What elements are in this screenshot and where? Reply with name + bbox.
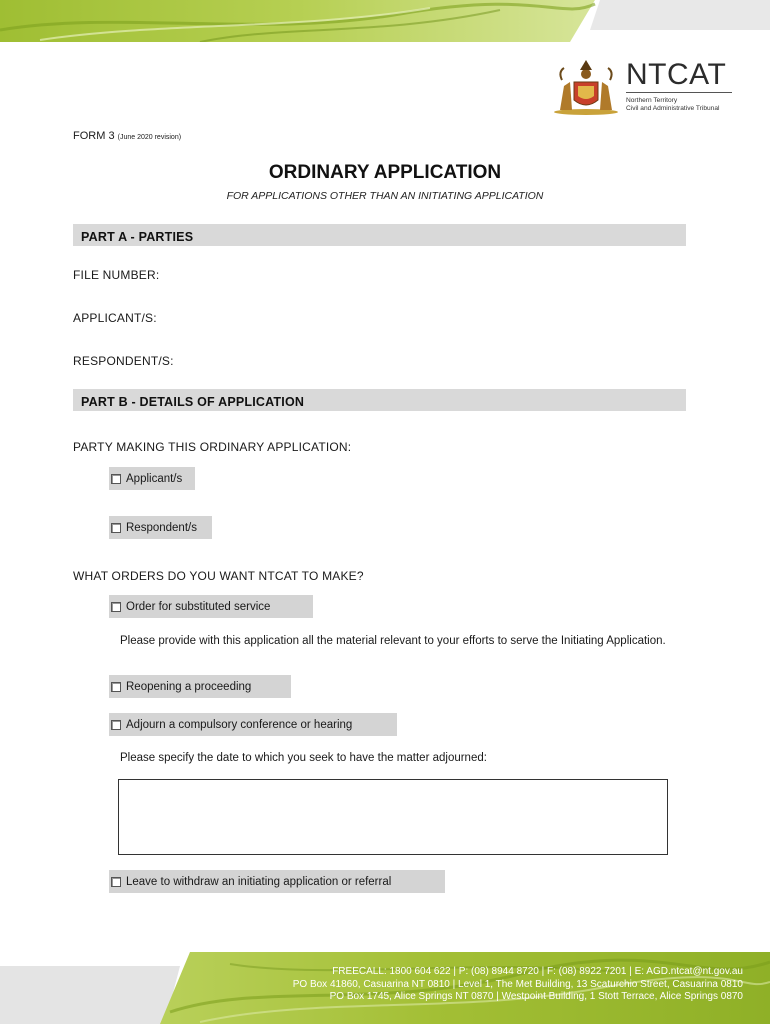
logo-subtitle (626, 97, 719, 113)
part-b-heading-bar (73, 389, 686, 411)
checkbox-substituted-service[interactable] (111, 602, 121, 612)
form-revision: (June 2020 revision) (117, 134, 182, 141)
top-banner-graphic (0, 0, 770, 42)
checkbox-applicants[interactable] (111, 474, 121, 484)
adjourn-date-textbox[interactable] (118, 779, 668, 855)
form-number (73, 130, 181, 142)
checkbox-withdraw[interactable] (111, 877, 121, 887)
footer-line-casuarina: PO Box 41860, Casuarina NT 0810 | Level 1, The Met Building, 13 Scaturchio Street, Casuarina 0810 (292, 978, 743, 990)
option-applicants[interactable] (109, 467, 195, 490)
logo-wordmark: NTCAT (626, 58, 727, 91)
checkbox-adjourn[interactable] (111, 720, 121, 730)
logo-divider (626, 92, 732, 93)
option-withdraw-label: Leave to withdraw an initiating application or referral (126, 875, 392, 888)
part-a-heading-bar (73, 224, 686, 246)
option-respondents[interactable] (109, 516, 212, 539)
option-adjourn[interactable] (109, 713, 397, 736)
adjourn-note: Please specify the date to which you seek to have the matter adjourned: (120, 752, 487, 764)
option-withdraw[interactable] (109, 870, 445, 893)
option-reopening-label: Reopening a proceeding (126, 680, 252, 693)
footer-contact (293, 966, 743, 1004)
option-respondents-label: Respondent/s (126, 521, 197, 534)
option-adjourn-label: Adjourn a compulsory conference or hearing (126, 718, 353, 731)
top-banner (0, 0, 770, 42)
part-b-heading: PART B - DETAILS OF APPLICATION (81, 395, 305, 409)
page-subtitle: FOR APPLICATIONS OTHER THAN AN INITIATING APPLICATION (226, 190, 544, 202)
substituted-service-note: Please provide with this application all the material relevant to your efforts to serve the Initiating Application. (120, 635, 666, 647)
option-reopening[interactable] (109, 675, 291, 698)
page-title: ORDINARY APPLICATION (268, 162, 502, 183)
form-number-label: FORM 3 (73, 130, 115, 142)
respondents-label: RESPONDENT/S: (73, 354, 174, 368)
orders-question: WHAT ORDERS DO YOU WANT NTCAT TO MAKE? (73, 569, 364, 583)
checkbox-reopening[interactable] (111, 682, 121, 692)
ntcat-logo (550, 58, 735, 118)
applicants-label: APPLICANT/S: (73, 311, 157, 325)
logo-subtitle-line1: Northern Territory (626, 97, 678, 104)
coat-of-arms-icon (550, 58, 622, 116)
footer-line-alice-springs: PO Box 1745, Alice Springs NT 0870 | Westpoint Building, 1 Stott Terrace, Alice Springs 0870 (329, 991, 743, 1002)
party-question: PARTY MAKING THIS ORDINARY APPLICATION: (73, 440, 352, 454)
file-number-label: FILE NUMBER: (73, 268, 160, 282)
option-substituted-service-label: Order for substituted service (126, 600, 271, 613)
option-substituted-service[interactable] (109, 595, 313, 618)
option-applicants-label: Applicant/s (126, 472, 183, 485)
part-a-heading: PART A - PARTIES (81, 230, 194, 244)
logo-subtitle-line2: Civil and Administrative Tribunal (626, 105, 720, 112)
footer-line-phone: FREECALL: 1800 604 622 | P: (08) 8944 8720 | F: (08) 8922 7201 | E: AGD.ntcat@nt.gov.au (332, 966, 743, 977)
checkbox-respondents[interactable] (111, 523, 121, 533)
